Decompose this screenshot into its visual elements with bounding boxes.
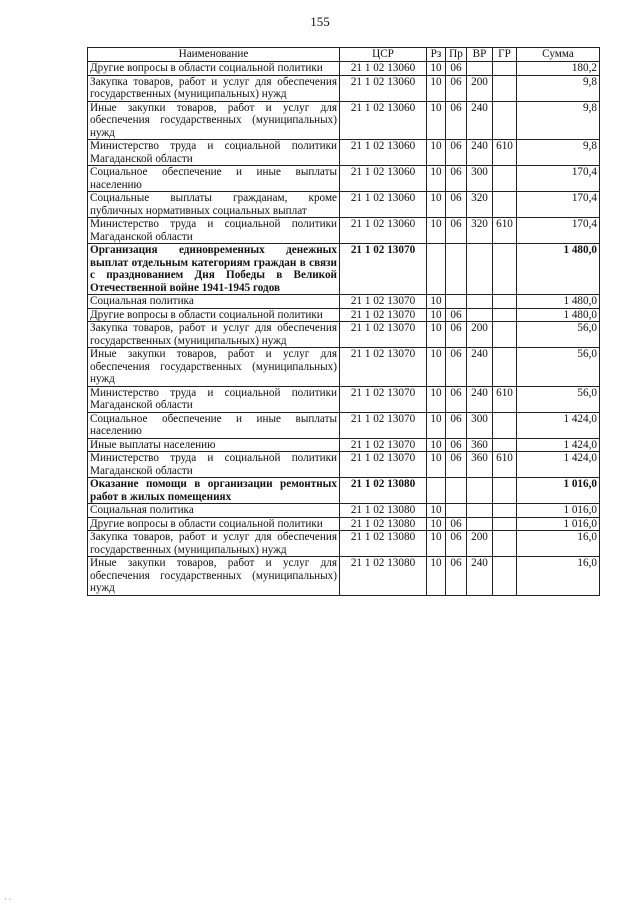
header-row xyxy=(88,48,600,62)
cell-csr: 21 1 02 13060 xyxy=(340,192,427,218)
cell-pr: 06 xyxy=(446,322,467,348)
cell-gr: 610 xyxy=(493,386,517,412)
cell-name: Министерство труда и социальной политики Магаданской области xyxy=(88,140,340,166)
cell-name: Министерство труда и социальной политики Магаданской области xyxy=(88,218,340,244)
cell-csr: 21 1 02 13060 xyxy=(340,140,427,166)
cell-rz: 10 xyxy=(427,218,446,244)
cell-pr: 06 xyxy=(446,75,467,101)
table-row xyxy=(88,244,600,295)
cell-sum: 1 480,0 xyxy=(517,244,600,295)
table-row xyxy=(88,504,600,518)
cell-rz: 10 xyxy=(427,62,446,76)
cell-gr: 610 xyxy=(493,452,517,478)
cell-name: Оказание помощи в организации ремонтных работ в жилых помещениях xyxy=(88,478,340,504)
cell-csr: 21 1 02 13070 xyxy=(340,244,427,295)
header-rz: Рз xyxy=(427,48,446,62)
table-row xyxy=(88,295,600,309)
cell-name: Иные закупки товаров, работ и услуг для обеспечения государственных (муниципальных) нужд xyxy=(88,557,340,596)
cell-csr: 21 1 02 13070 xyxy=(340,295,427,309)
cell-vr xyxy=(467,308,493,322)
cell-pr xyxy=(446,504,467,518)
cell-pr: 06 xyxy=(446,517,467,531)
cell-sum: 9,8 xyxy=(517,101,600,140)
cell-rz xyxy=(427,244,446,295)
cell-vr: 360 xyxy=(467,438,493,452)
table-row xyxy=(88,75,600,101)
header-csr: ЦСР xyxy=(340,48,427,62)
cell-name: Другие вопросы в области социальной политики xyxy=(88,517,340,531)
cell-csr: 21 1 02 13070 xyxy=(340,412,427,438)
cell-rz: 10 xyxy=(427,412,446,438)
table-row xyxy=(88,218,600,244)
cell-vr xyxy=(467,295,493,309)
cell-sum: 16,0 xyxy=(517,531,600,557)
cell-gr xyxy=(493,192,517,218)
cell-sum: 170,4 xyxy=(517,166,600,192)
page-number: 155 xyxy=(310,14,330,29)
cell-csr: 21 1 02 13070 xyxy=(340,386,427,412)
cell-vr: 240 xyxy=(467,101,493,140)
cell-gr xyxy=(493,531,517,557)
cell-name: Закупка товаров, работ и услуг для обеспечения государственных (муниципальных) нужд xyxy=(88,531,340,557)
cell-sum: 56,0 xyxy=(517,386,600,412)
header-sum: Сумма xyxy=(517,48,600,62)
cell-gr xyxy=(493,166,517,192)
cell-name: Социальная политика xyxy=(88,504,340,518)
cell-rz: 10 xyxy=(427,140,446,166)
cell-sum: 170,4 xyxy=(517,192,600,218)
cell-vr: 200 xyxy=(467,531,493,557)
cell-sum: 9,8 xyxy=(517,75,600,101)
cell-gr xyxy=(493,295,517,309)
table-row xyxy=(88,478,600,504)
cell-csr: 21 1 02 13070 xyxy=(340,348,427,387)
cell-vr xyxy=(467,517,493,531)
cell-pr: 06 xyxy=(446,438,467,452)
cell-csr: 21 1 02 13070 xyxy=(340,308,427,322)
table-row xyxy=(88,62,600,76)
cell-gr xyxy=(493,438,517,452)
cell-sum: 9,8 xyxy=(517,140,600,166)
cell-sum: 1 424,0 xyxy=(517,438,600,452)
header-gr: ГР xyxy=(493,48,517,62)
cell-csr: 21 1 02 13080 xyxy=(340,478,427,504)
cell-name: Другие вопросы в области социальной политики xyxy=(88,62,340,76)
cell-rz: 10 xyxy=(427,192,446,218)
cell-rz: 10 xyxy=(427,322,446,348)
cell-sum: 1 480,0 xyxy=(517,308,600,322)
cell-pr: 06 xyxy=(446,412,467,438)
table-row xyxy=(88,386,600,412)
cell-csr: 21 1 02 13080 xyxy=(340,504,427,518)
cell-gr xyxy=(493,504,517,518)
table-row xyxy=(88,140,600,166)
table-row xyxy=(88,192,600,218)
cell-gr xyxy=(493,478,517,504)
cell-vr: 360 xyxy=(467,452,493,478)
cell-pr: 06 xyxy=(446,308,467,322)
cell-pr: 06 xyxy=(446,101,467,140)
cell-csr: 21 1 02 13080 xyxy=(340,517,427,531)
cell-sum: 180,2 xyxy=(517,62,600,76)
cell-pr: 06 xyxy=(446,348,467,387)
header-vr: ВР xyxy=(467,48,493,62)
table-row xyxy=(88,531,600,557)
cell-gr xyxy=(493,412,517,438)
table-row xyxy=(88,412,600,438)
cell-name: Социальная политика xyxy=(88,295,340,309)
cell-vr: 240 xyxy=(467,386,493,412)
table-body xyxy=(88,62,600,596)
table-row xyxy=(88,452,600,478)
cell-vr: 300 xyxy=(467,412,493,438)
cell-csr: 21 1 02 13060 xyxy=(340,218,427,244)
cell-vr xyxy=(467,244,493,295)
cell-gr: 610 xyxy=(493,218,517,244)
cell-name: Иные выплаты населению xyxy=(88,438,340,452)
cell-name: Другие вопросы в области социальной политики xyxy=(88,308,340,322)
cell-name: Закупка товаров, работ и услуг для обеспечения государственных (муниципальных) нужд xyxy=(88,75,340,101)
cell-vr: 200 xyxy=(467,322,493,348)
cell-csr: 21 1 02 13060 xyxy=(340,166,427,192)
table-row xyxy=(88,322,600,348)
cell-rz: 10 xyxy=(427,348,446,387)
header-name: Наименование xyxy=(88,48,340,62)
cell-sum: 56,0 xyxy=(517,322,600,348)
cell-name: Иные закупки товаров, работ и услуг для обеспечения государственных (муниципальных) нужд xyxy=(88,348,340,387)
margin-mark: · · xyxy=(4,895,12,904)
cell-rz: 10 xyxy=(427,308,446,322)
cell-rz: 10 xyxy=(427,517,446,531)
table-row xyxy=(88,101,600,140)
table-row xyxy=(88,166,600,192)
cell-sum: 56,0 xyxy=(517,348,600,387)
cell-sum: 1 016,0 xyxy=(517,478,600,504)
cell-csr: 21 1 02 13070 xyxy=(340,452,427,478)
cell-gr xyxy=(493,62,517,76)
cell-rz: 10 xyxy=(427,531,446,557)
cell-pr: 06 xyxy=(446,386,467,412)
cell-sum: 170,4 xyxy=(517,218,600,244)
cell-csr: 21 1 02 13060 xyxy=(340,62,427,76)
cell-pr: 06 xyxy=(446,218,467,244)
cell-rz: 10 xyxy=(427,452,446,478)
cell-csr: 21 1 02 13080 xyxy=(340,557,427,596)
cell-sum: 1 480,0 xyxy=(517,295,600,309)
cell-vr: 320 xyxy=(467,192,493,218)
table-row xyxy=(88,557,600,596)
cell-name: Иные закупки товаров, работ и услуг для обеспечения государственных (муниципальных) нужд xyxy=(88,101,340,140)
cell-vr: 240 xyxy=(467,348,493,387)
cell-vr xyxy=(467,504,493,518)
cell-csr: 21 1 02 13080 xyxy=(340,531,427,557)
cell-vr xyxy=(467,478,493,504)
cell-csr: 21 1 02 13070 xyxy=(340,322,427,348)
table-row xyxy=(88,348,600,387)
cell-vr: 240 xyxy=(467,140,493,166)
cell-sum: 1 016,0 xyxy=(517,517,600,531)
cell-rz: 10 xyxy=(427,504,446,518)
cell-pr xyxy=(446,244,467,295)
cell-vr: 300 xyxy=(467,166,493,192)
cell-pr xyxy=(446,295,467,309)
cell-rz: 10 xyxy=(427,557,446,596)
cell-vr xyxy=(467,62,493,76)
cell-gr xyxy=(493,322,517,348)
cell-gr xyxy=(493,101,517,140)
cell-gr xyxy=(493,244,517,295)
cell-vr: 320 xyxy=(467,218,493,244)
cell-name: Социальные выплаты гражданам, кроме публичных нормативных социальных выплат xyxy=(88,192,340,218)
cell-name: Организация единовременных денежных выплат отдельным категориям граждан в связи с празднованием Дня Победы в Великой Отечественной войне 1941-1945 годов xyxy=(88,244,340,295)
cell-gr xyxy=(493,517,517,531)
cell-name: Министерство труда и социальной политики Магаданской области xyxy=(88,386,340,412)
cell-sum: 16,0 xyxy=(517,557,600,596)
table-row xyxy=(88,517,600,531)
cell-pr: 06 xyxy=(446,452,467,478)
cell-name: Закупка товаров, работ и услуг для обеспечения государственных (муниципальных) нужд xyxy=(88,322,340,348)
cell-vr: 240 xyxy=(467,557,493,596)
header-pr: Пр xyxy=(446,48,467,62)
table-row xyxy=(88,438,600,452)
cell-csr: 21 1 02 13060 xyxy=(340,75,427,101)
cell-vr: 200 xyxy=(467,75,493,101)
table-row xyxy=(88,308,600,322)
cell-pr: 06 xyxy=(446,557,467,596)
cell-pr: 06 xyxy=(446,62,467,76)
cell-gr: 610 xyxy=(493,140,517,166)
cell-rz xyxy=(427,478,446,504)
cell-name: Социальное обеспечение и иные выплаты населению xyxy=(88,412,340,438)
cell-pr: 06 xyxy=(446,192,467,218)
cell-gr xyxy=(493,348,517,387)
cell-pr: 06 xyxy=(446,166,467,192)
cell-csr: 21 1 02 13060 xyxy=(340,101,427,140)
cell-rz: 10 xyxy=(427,295,446,309)
cell-gr xyxy=(493,308,517,322)
cell-rz: 10 xyxy=(427,101,446,140)
cell-sum: 1 424,0 xyxy=(517,452,600,478)
budget-table xyxy=(87,47,600,596)
cell-name: Социальное обеспечение и иные выплаты населению xyxy=(88,166,340,192)
cell-gr xyxy=(493,557,517,596)
cell-rz: 10 xyxy=(427,386,446,412)
cell-gr xyxy=(493,75,517,101)
cell-name: Министерство труда и социальной политики Магаданской области xyxy=(88,452,340,478)
cell-sum: 1 016,0 xyxy=(517,504,600,518)
cell-rz: 10 xyxy=(427,438,446,452)
cell-pr: 06 xyxy=(446,531,467,557)
cell-rz: 10 xyxy=(427,166,446,192)
cell-rz: 10 xyxy=(427,75,446,101)
cell-sum: 1 424,0 xyxy=(517,412,600,438)
cell-pr xyxy=(446,478,467,504)
cell-csr: 21 1 02 13070 xyxy=(340,438,427,452)
cell-pr: 06 xyxy=(446,140,467,166)
